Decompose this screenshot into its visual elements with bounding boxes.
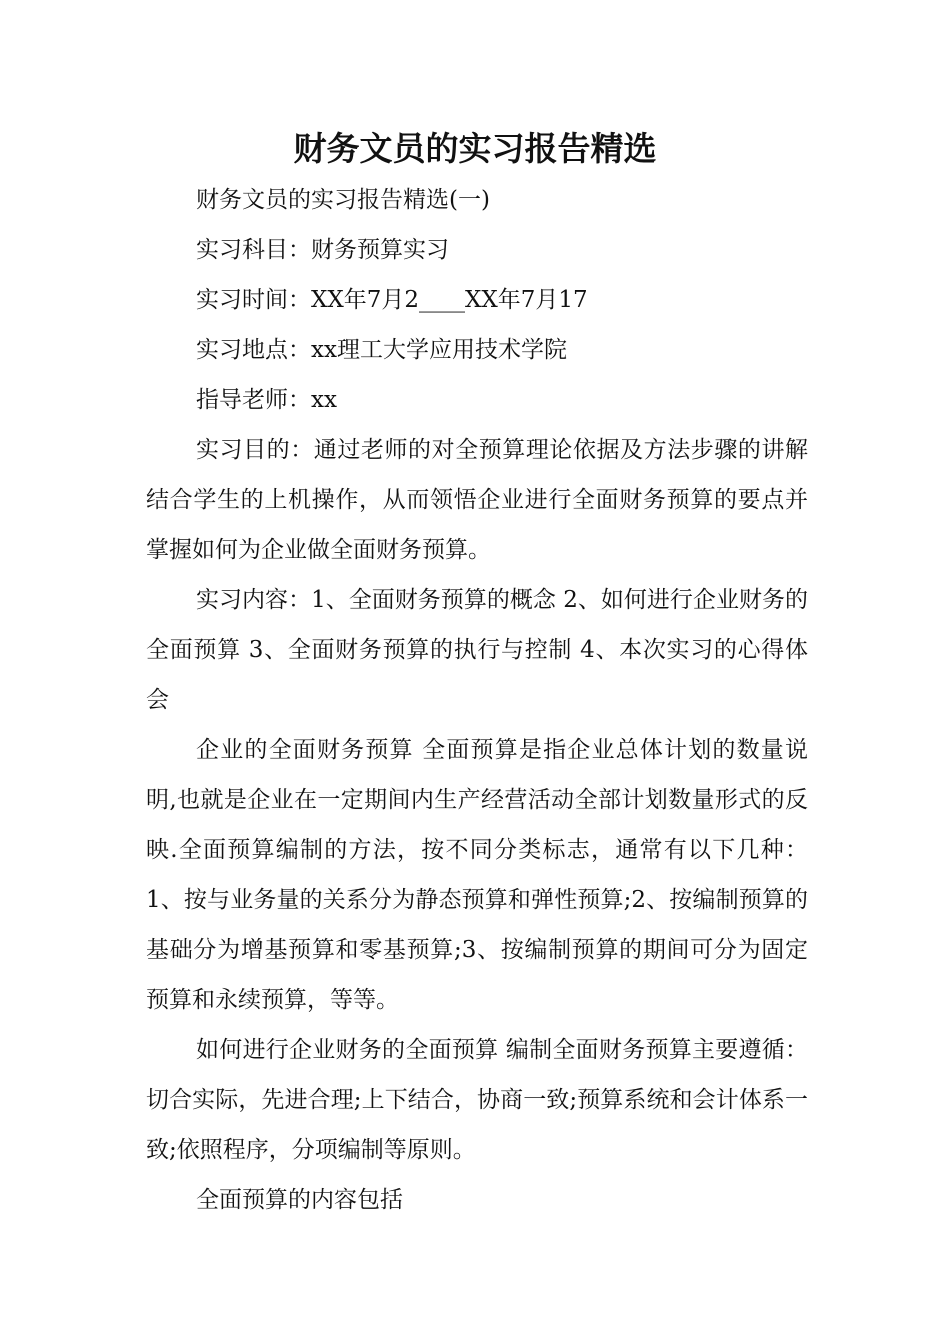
paragraph-budget-contents: 全面预算的内容包括 bbox=[196, 1187, 403, 1213]
paragraph-purpose: 实习目的：通过老师的对全预算理论依据及方法步骤的讲解结合学生的上机操作，从而领悟企业进行全面财务预算的要点并掌握如何为企业做全面财务预算。 bbox=[146, 437, 808, 563]
subject-line: 实习科目：财务预算实习 bbox=[196, 237, 449, 263]
subtitle-line: 财务文员的实习报告精选(一) bbox=[196, 187, 490, 213]
document-body bbox=[146, 175, 808, 1225]
paragraph-budget-method: 如何进行企业财务的全面预算 编制全面财务预算主要遵循：切合实际，先进合理;上下结合，协商一致;预算系统和会计体系一致;依照程序，分项编制等原则。 bbox=[146, 1037, 808, 1163]
advisor-line: 指导老师：xx bbox=[196, 387, 337, 413]
paragraph-content: 实习内容：1、全面财务预算的概念 2、如何进行企业财务的全面预算 3、全面财务预算的执行与控制 4、本次实习的心得体会 bbox=[146, 587, 808, 713]
document-title: 财务文员的实习报告精选 bbox=[293, 129, 657, 168]
location-line: 实习地点：xx理工大学应用技术学院 bbox=[196, 337, 567, 363]
time-line: 实习时间：XX年7月2____XX年7月17 bbox=[196, 287, 588, 313]
paragraph-budget-overview: 企业的全面财务预算 全面预算是指企业总体计划的数量说明,也就是企业在一定期间内生产经营活动全部计划数量形式的反映.全面预算编制的方法，按不同分类标志，通常有以下几种：1、按与业务量的关系分为静态预算和弹性预算;2、按编制预算的基础分为增基预算和零基预算;3、按编制预算的期间可分为固定预算和永续预算，等等。 bbox=[146, 737, 808, 1013]
